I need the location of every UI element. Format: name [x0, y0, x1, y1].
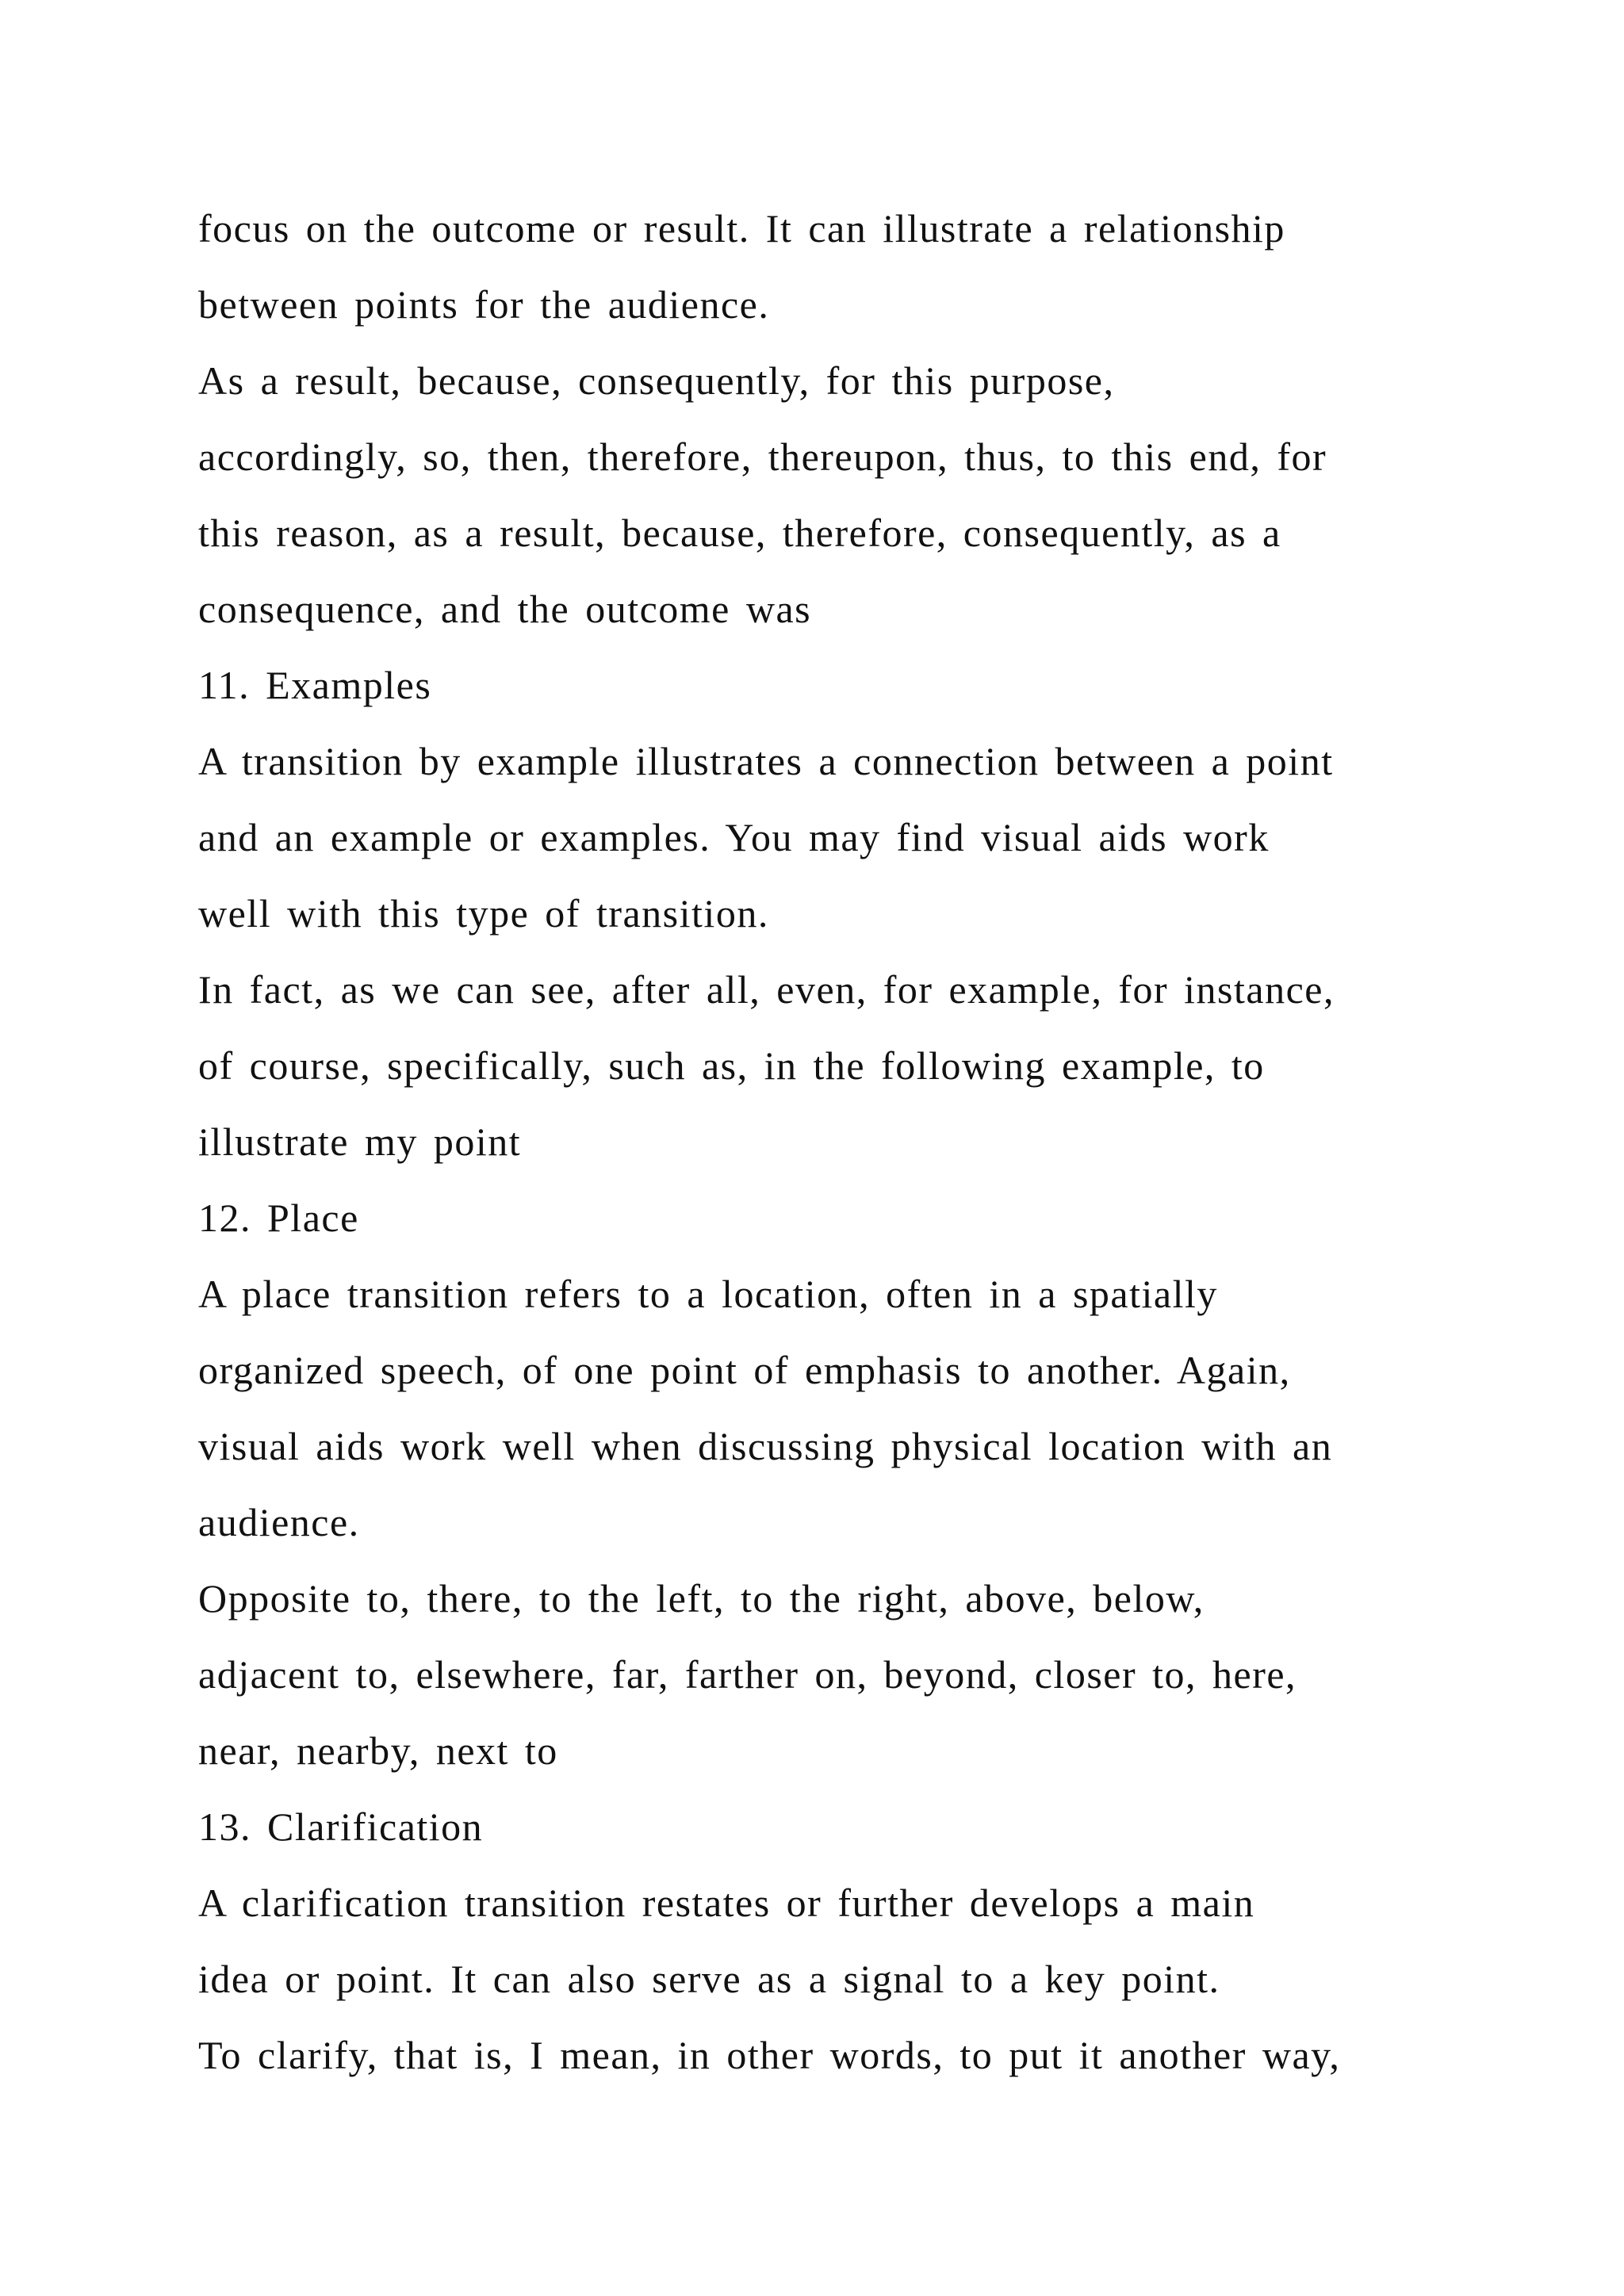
body-text-line: focus on the outcome or result. It can illustrate a relationship — [198, 206, 1285, 251]
body-text-line: visual aids work well when discussing physical location with an — [198, 1424, 1333, 1468]
body-text-line: between points for the audience. — [198, 282, 770, 327]
transition-word-list-line: Opposite to, there, to the left, to the right, above, below, — [198, 1576, 1205, 1621]
section-heading-place: 12. Place — [198, 1196, 359, 1240]
body-text-line: well with this type of transition. — [198, 891, 769, 936]
transition-word-list-line: adjacent to, elsewhere, far, farther on, beyond, closer to, here, — [198, 1652, 1297, 1697]
body-text-line: audience. — [198, 1500, 360, 1544]
body-text-line: and an example or examples. You may find visual aids work — [198, 815, 1270, 859]
transition-word-list-line: consequence, and the outcome was — [198, 587, 812, 631]
section-heading-examples: 11. Examples — [198, 663, 432, 707]
page-body — [198, 190, 1451, 2093]
transition-word-list-line: this reason, as a result, because, therefore, consequently, as a — [198, 511, 1281, 555]
body-text-line: A transition by example illustrates a connection between a point — [198, 739, 1334, 783]
transition-word-list-line: near, nearby, next to — [198, 1728, 558, 1773]
section-heading-clarification: 13. Clarification — [198, 1804, 484, 1849]
body-text-line: idea or point. It can also serve as a signal to a key point. — [198, 1957, 1220, 2001]
transition-word-list-line: illustrate my point — [198, 1119, 522, 1164]
body-text-line: A clarification transition restates or further develops a main — [198, 1881, 1255, 1925]
body-text-line: organized speech, of one point of emphasis to another. Again, — [198, 1348, 1291, 1392]
transition-word-list-line: As a result, because, consequently, for this purpose, — [198, 358, 1115, 403]
transition-word-list-line: In fact, as we can see, after all, even, for example, for instance, — [198, 967, 1335, 1012]
transition-word-list-line: accordingly, so, then, therefore, thereupon, thus, to this end, for — [198, 434, 1327, 479]
transition-word-list-line: To clarify, that is, I mean, in other words, to put it another way, — [198, 2033, 1341, 2077]
body-text-line: A place transition refers to a location, often in a spatially — [198, 1272, 1218, 1316]
transition-word-list-line: of course, specifically, such as, in the following example, to — [198, 1043, 1265, 1088]
